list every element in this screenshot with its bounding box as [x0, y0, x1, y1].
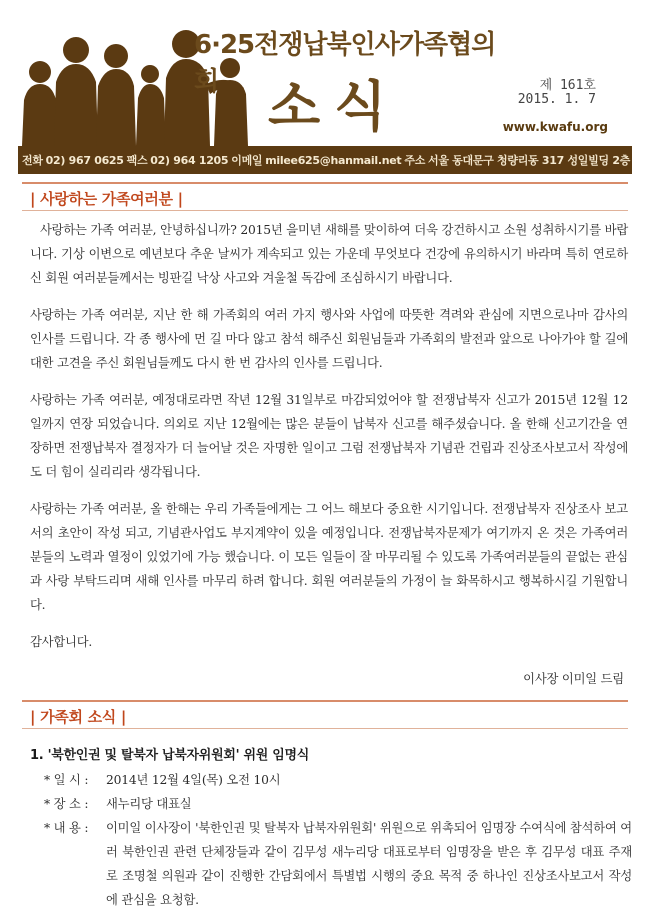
email-label: 이메일	[231, 154, 263, 167]
address-label: 주소	[404, 154, 426, 167]
news-heading: | 가족회 소식 |	[30, 708, 127, 726]
detail-label: * 장 소 :	[44, 797, 89, 811]
fax-label: 팩스	[126, 154, 148, 167]
greeting-paragraph: 사랑하는 가족 여러분, 올 한해는 우리 가족들에게는 그 어느 해보다 중요한 시기입니다. 전쟁납북자 진상조사 보고서의 초안이 작성 되고, 기념관사업도 부지계약이 있을 예정입니다. 전쟁납북자문제가 여기까지 온 것은 가족여러분들의 노력과 열정이 있었기에 가능 했습니다. 이 모든 일들이 잘 마무리될 수 있도록 가족여러분들의 끝없는 관심과 사랑 부탁드리며 새해 인사를 마무리 하려 합니다. 회원 여러분들의 가정이 늘 화목하시고 행복하시길 기원합니다.	[30, 502, 628, 612]
detail-value: 2014년 12월 4일(목) 오전 10시	[106, 773, 281, 787]
signature: 이사장 이미일 드림	[523, 672, 624, 686]
phone-number: 02) 967 0625	[45, 153, 124, 167]
detail-row-date	[44, 768, 632, 792]
issue-number: 제 161호	[539, 78, 596, 93]
organization-name: 6·25전쟁납북인사가족협의회	[194, 30, 496, 97]
detail-label: * 일 시 :	[44, 773, 89, 787]
greeting-closing: 감사합니다.	[30, 635, 93, 649]
email-address[interactable]: milee625@hanmail.net	[265, 153, 402, 167]
masthead	[18, 8, 632, 174]
detail-label: * 내 용 :	[44, 821, 89, 835]
detail-value: 새누리당 대표실	[106, 797, 192, 811]
newsletter-title: 소식	[268, 75, 401, 138]
detail-row-content	[44, 816, 632, 912]
news-item-details	[44, 768, 632, 912]
contact-bar	[18, 146, 632, 174]
news-item-title: 1. '북한인권 및 탈북자 납북자위원회' 위원 임명식	[30, 748, 310, 763]
section-rule-bottom	[22, 210, 628, 211]
greeting-paragraph: 사랑하는 가족 여러분, 지난 한 해 가족회의 여러 가지 행사와 사업에 따뜻한 격려와 관심에 지면으로나마 감사의 인사를 드립니다. 각 종 행사에 먼 길 마다 않고 참석 해주신 회원님들과 가족회의 발전과 앞으로 나아가야 할 길에 대한 고견을 주신 회원님들께도 다시 한 번 감사의 인사를 드립니다.	[30, 308, 628, 370]
detail-row-place	[44, 792, 632, 816]
detail-value: 이미일 이사장이 '북한인권 및 탈북자 납북자위원회' 위원으로 위촉되어 임명장 수여식에 참석하여 여러 북한인권 관련 단체장들과 같이 김무성 새누리당 대표로부터 임명장을 받은 후 김무성 대표 주재로 조명철 의원과 같이 진행한 간담회에서 특별법 시행의 중요 목적 중 하나인 진상조사보고서 작성에 관심을 요청함.	[106, 821, 632, 907]
address: 서울 동대문구 청량리동 317 성일빌딩 2층	[428, 154, 630, 167]
news-rule-bottom	[22, 728, 628, 729]
greeting-paragraph: 사랑하는 가족 여러분, 예정대로라면 작년 12월 31일부로 마감되었어야 할 전쟁납북자 신고가 2015년 12월 12일까지 연장 되었습니다. 의외로 지난 12월에는 많은 분들이 납북자 신고를 해주셨습니다. 올 한해 신고기간을 연장하면 전쟁납북자 결정자가 더 늘어날 것은 자명한 일이고 그럼 전쟁납북자 기념관 건립과 진상조사보고서 작성에도 더 힘이 실리리라 생각됩니다.	[30, 393, 628, 479]
greeting-body	[30, 218, 628, 691]
greeting-heading: | 사랑하는 가족여러분 |	[30, 190, 183, 208]
news-rule-top	[22, 700, 628, 702]
greeting-paragraph: 사랑하는 가족 여러분, 안녕하십니까? 2015년 을미년 새해를 맞이하여 더욱 강건하시고 소원 성취하시기를 바랍니다. 기상 이변으로 예년보다 추운 날씨가 계속되고 있는 가운데 무엇보다 건강에 유의하시기 바라며 특히 연로하신 회원 여러분들께서는 빙판길 낙상 사고와 겨울철 독감에 조심하시기 바랍니다.	[30, 223, 628, 285]
phone-label: 전화	[22, 154, 43, 167]
website-link[interactable]: www.kwafu.org	[502, 120, 608, 134]
fax-number: 02) 964 1205	[150, 153, 229, 167]
issue-date: 2015. 1. 7	[517, 92, 596, 107]
section-rule-top	[22, 182, 628, 184]
